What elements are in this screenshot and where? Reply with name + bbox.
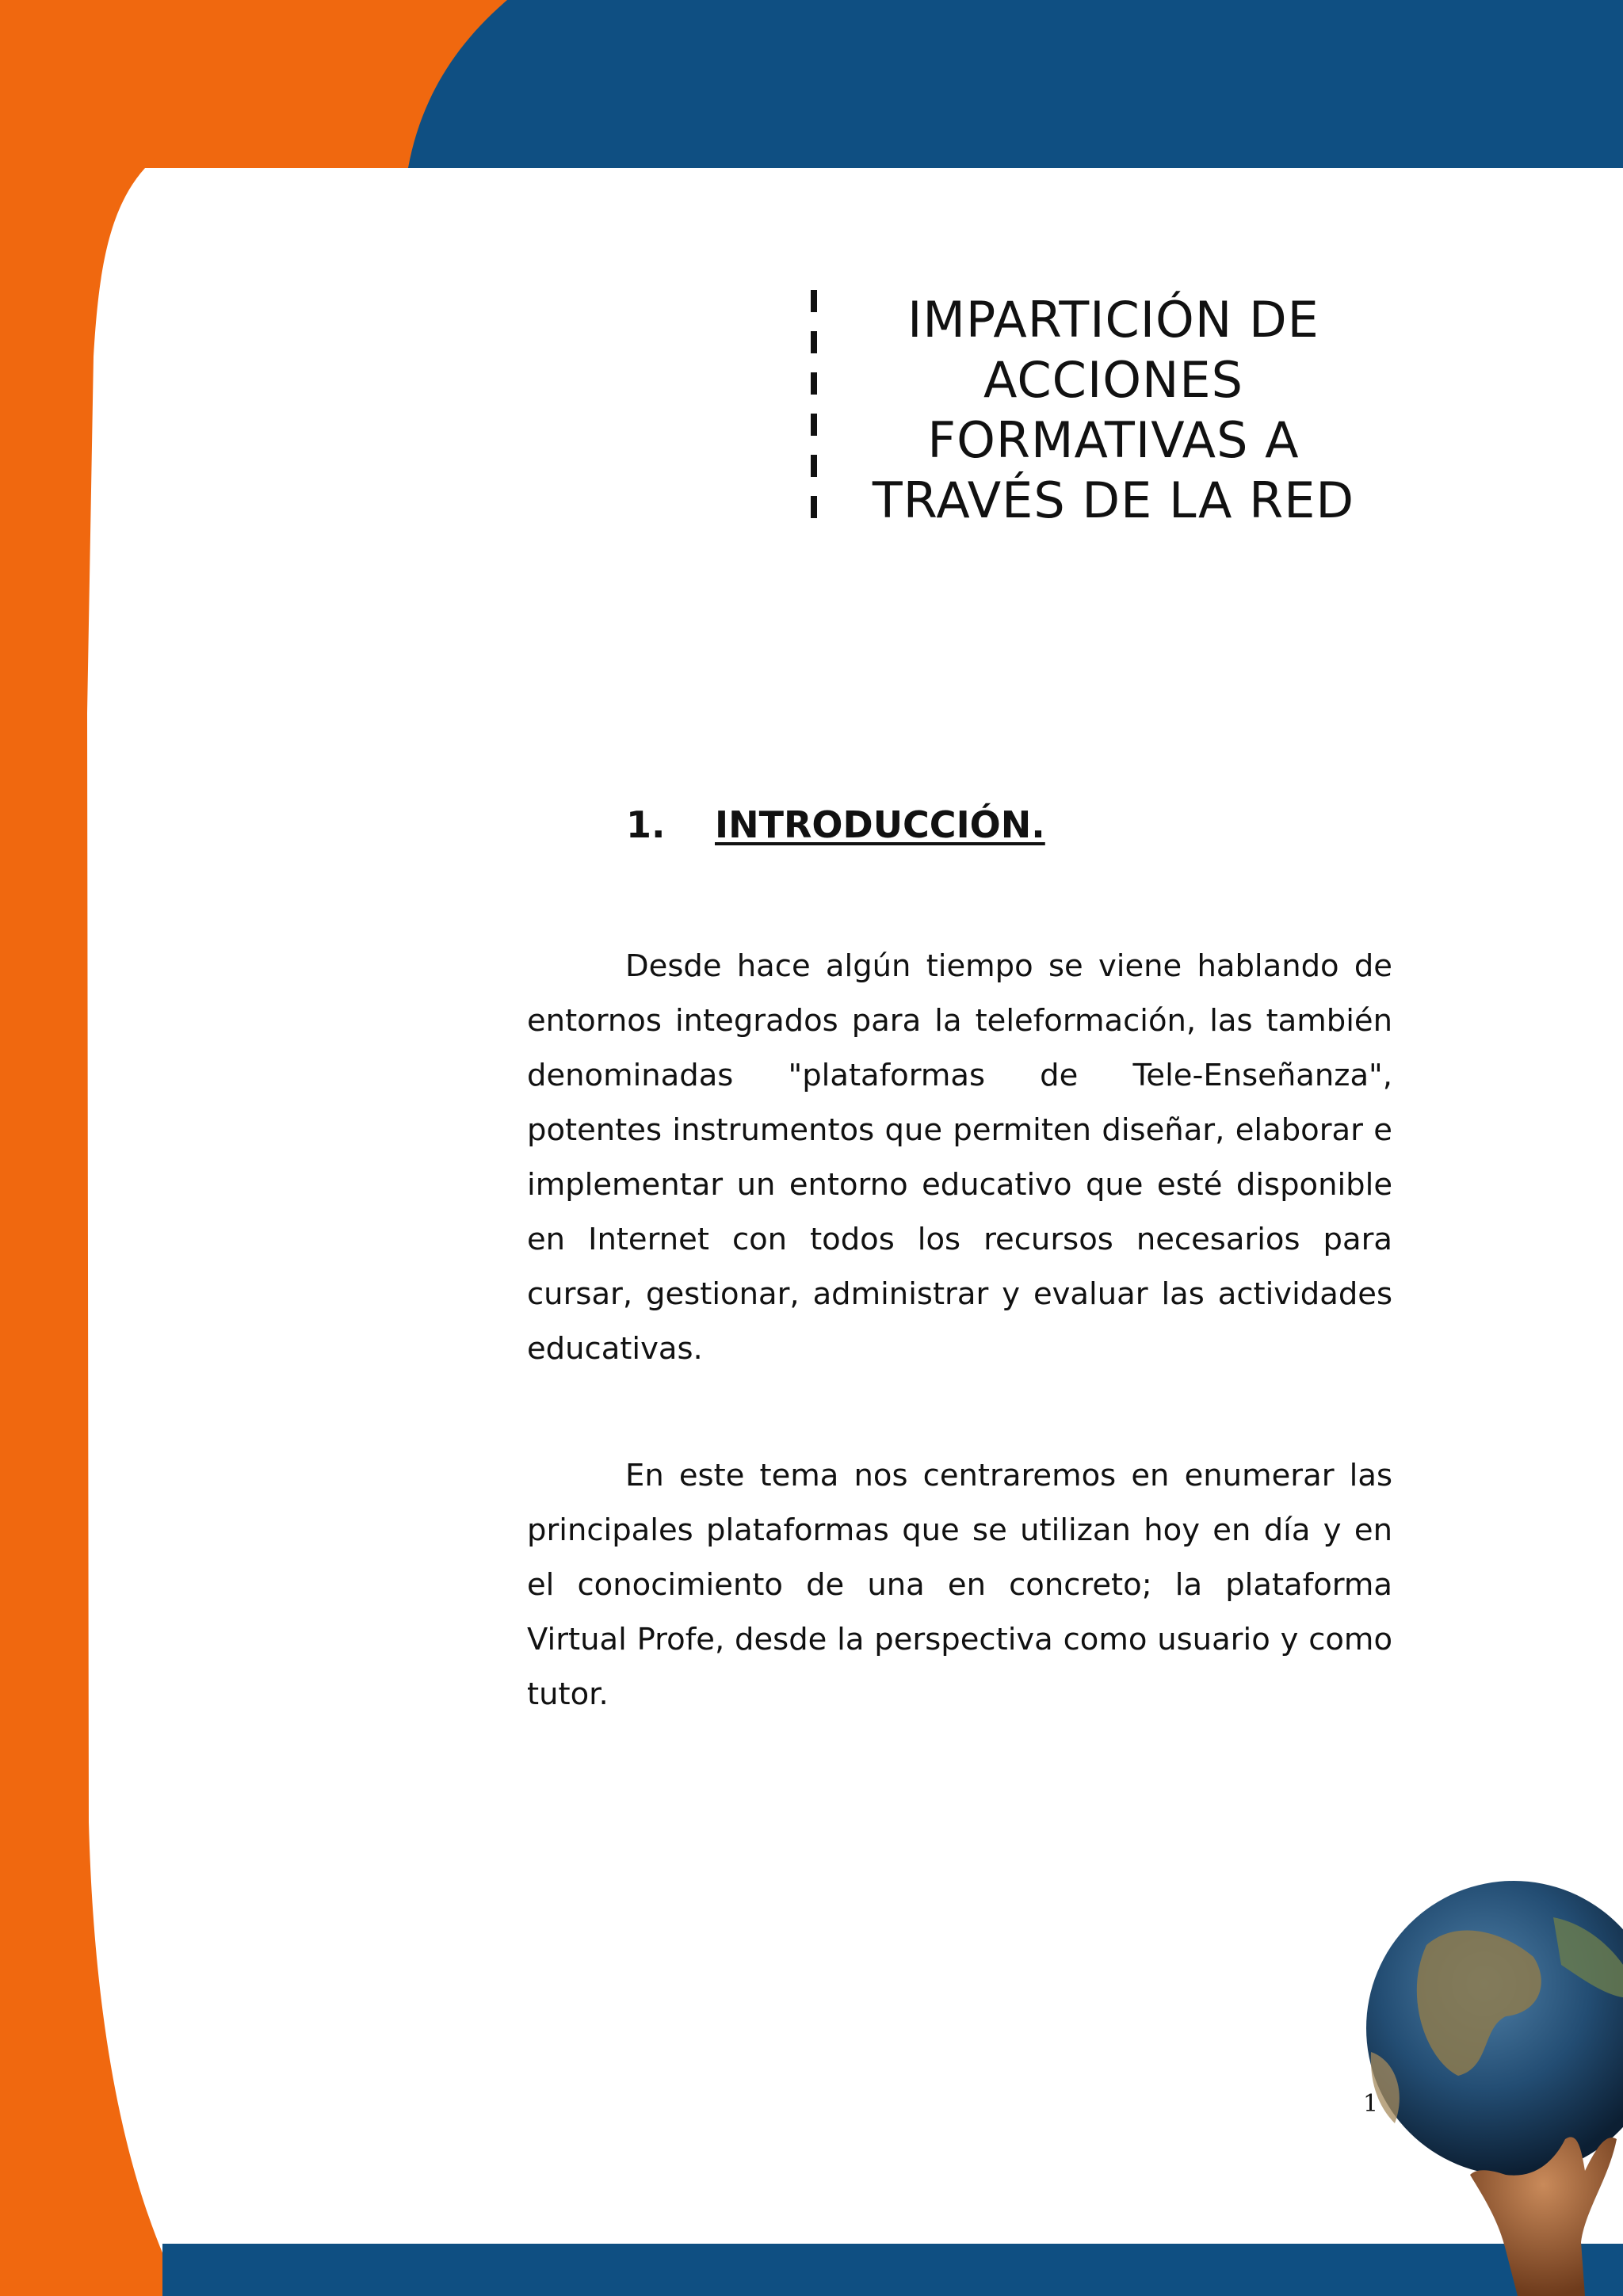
bottom-blue-band — [162, 2244, 1623, 2296]
title-line: TRAVÉS DE LA RED — [872, 471, 1355, 529]
body-paragraph: En este tema nos centraremos en enumerar las principales plataformas que se utilizan hoy en día y en el conocimiento de una en concreto; la plataforma Virtual Profe, desde la perspectiva como usuario y como tutor. — [527, 1458, 1392, 1712]
document-title — [856, 290, 1371, 531]
title-line: ACCIONES — [983, 351, 1243, 409]
body-paragraph: Desde hace algún tiempo se viene hablando de entornos integrados para la teleformación, las también denominadas "plataformas de Tele-Enseñanza", potentes instrumentos que permiten diseñar, elaborar e implementar un entorno educativo que esté disponible en Internet con todos los recursos necesarios para cursar, gestionar, administrar y evaluar las actividades educativas. — [527, 948, 1392, 1367]
title-line: FORMATIVAS A — [927, 411, 1300, 469]
page-number: 1 — [1363, 2090, 1379, 2118]
section-title: INTRODUCCIÓN. — [715, 803, 1045, 846]
title-line: IMPARTICIÓN DE — [907, 291, 1319, 349]
title-dashed-rule — [811, 290, 817, 536]
left-orange-column — [0, 158, 182, 2296]
section-number: 1. — [626, 803, 666, 846]
globe-in-hand-icon — [1366, 1881, 1623, 2296]
section-heading — [626, 803, 1045, 847]
